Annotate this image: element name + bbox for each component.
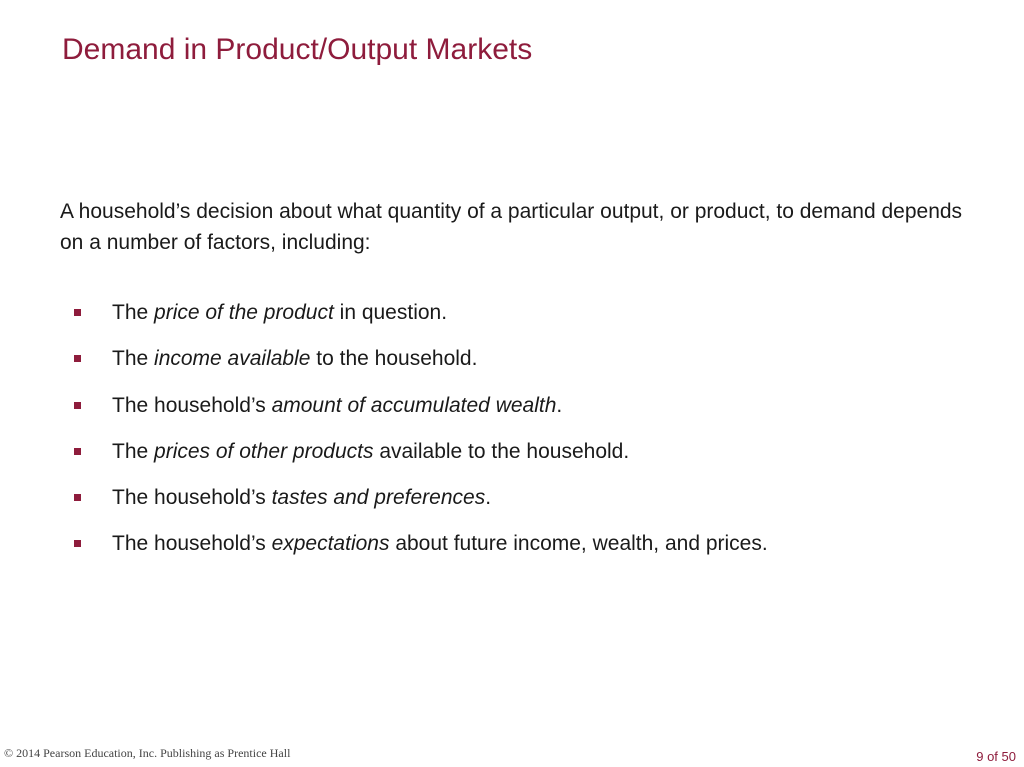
copyright-footer: © 2014 Pearson Education, Inc. Publishing as Prentice Hall [4, 746, 291, 760]
square-bullet-icon [74, 540, 81, 547]
bullet-text-after: . [556, 393, 563, 417]
list-item [70, 528, 768, 559]
bullet-text-after: available to the household. [373, 439, 630, 463]
bullet-text-before: The [112, 439, 155, 463]
bullet-text-after: about future income, wealth, and prices. [389, 532, 768, 556]
bullet-text-emphasis: expectations [271, 532, 390, 556]
list-item [70, 390, 768, 421]
bullet-text-after: . [485, 486, 492, 510]
page-number: 9 of 50 [976, 749, 1016, 764]
square-bullet-icon [74, 402, 81, 409]
bullet-text-emphasis: income available [154, 347, 311, 371]
list-item [70, 482, 768, 513]
slide-title: Demand in Product/Output Markets [62, 33, 533, 66]
list-item [70, 297, 768, 328]
intro-paragraph: A household’s decision about what quantity of a particular output, or product, to demand depends on a number of factors, including: [60, 200, 963, 254]
square-bullet-icon [74, 309, 81, 316]
bullet-text-emphasis: prices of other products [154, 439, 374, 463]
list-item [70, 436, 768, 467]
bullet-text-before: The [112, 301, 155, 324]
bullet-text-after: to the household. [310, 347, 478, 371]
bullet-text-before: The household’s [112, 486, 272, 510]
square-bullet-icon [74, 355, 81, 362]
bullet-text-before: The household’s [112, 532, 272, 556]
bullet-text-emphasis: tastes and preferences [271, 486, 486, 510]
bullet-text-before: The [112, 347, 155, 371]
square-bullet-icon [74, 448, 81, 455]
bullet-text-emphasis: amount of accumulated wealth [271, 393, 557, 417]
factors-list [70, 297, 768, 575]
bullet-text-after: in question. [333, 301, 448, 324]
bullet-text-emphasis: price of the product [154, 301, 334, 324]
square-bullet-icon [74, 494, 81, 501]
bullet-text-before: The household’s [112, 393, 272, 417]
list-item [70, 343, 768, 374]
